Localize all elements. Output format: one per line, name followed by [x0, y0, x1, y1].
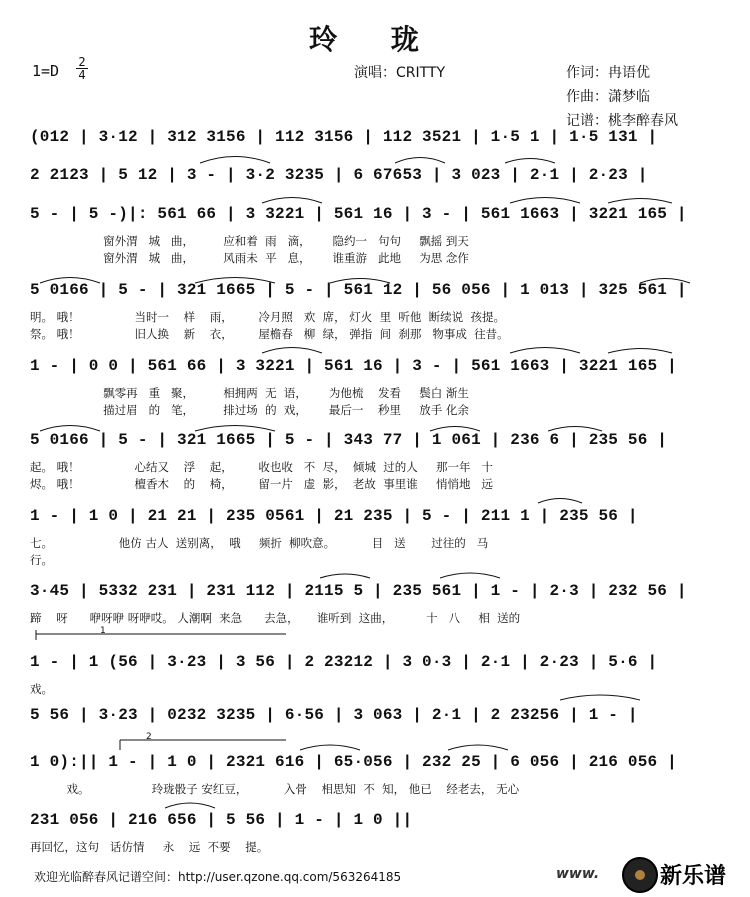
lyric-line: 再回忆，这句 话仿情 永 远 不要 提。: [30, 840, 269, 854]
lyric-line: 七。 他仿 古人 送别离， 哦 频折 柳吹意。 目 送 过往的 马: [30, 536, 489, 550]
lyric-line: 祭。 哦！ 旧人换 新 衣， 屋檐春 柳 绿， 弹指 间 刹那 物事成 往昔。: [30, 327, 509, 341]
notation-row: 1 - | 1 0 | 21 21 | 235 0561 | 21 235 | 5 - | 211 1 | 235 56 |: [30, 507, 638, 525]
lyric-line: 明。 哦！ 当时一 样 雨， 冷月照 欢 席， 灯火 里 听他 断续说 孩提。: [30, 310, 505, 324]
lyric-line: 窗外渭 城 曲， 应和着 雨 滴， 隐约一 句句 飘摇 到天: [30, 234, 469, 248]
lyric-line: 起。 哦！ 心结又 浮 起， 收也收 不 尽， 倾城 过的人 那一年 十: [30, 460, 493, 474]
lyric-line: 戏。 玲珑骰子 安红豆， 入骨 相思知 不 知， 他已 经老去， 无心: [30, 782, 520, 796]
logo-text: 新乐谱: [660, 864, 727, 889]
volta-2-label: 2: [146, 732, 152, 742]
key-signature: 1=D: [32, 62, 60, 80]
lyric-line: 飘零再 重 聚， 相拥两 无 语， 为他梳 发看 鬓白 渐生: [30, 386, 469, 400]
lyric-line: 蹄 呀 咿呀咿 呀咿哎。 人潮啊 来急 去急， 谁听到 这曲， 十 八 相 送的: [30, 611, 521, 625]
notation-row: 5 56 | 3·23 | 0232 3235 | 6·56 | 3 063 | 2·1 | 2 23256 | 1 - |: [30, 706, 638, 724]
notation-row: 3·45 | 5332 231 | 231 112 | 2115 5 | 235 561 | 1 - | 2·3 | 232 56 |: [30, 582, 687, 600]
notation-row: 1 - | 1 (56 | 3·23 | 3 56 | 2 23212 | 3 0·3 | 2·1 | 2·23 | 5·6 |: [30, 653, 658, 671]
lyric-line: 行。: [30, 553, 53, 567]
notation-row: 1 0):|| 1 - | 1 0 | 2321 616 | 65·056 | 232 25 | 6 056 | 216 056 |: [30, 753, 677, 771]
watermark-url: www.: [556, 866, 600, 882]
lyric-line: 窗外渭 城 曲， 风雨未 平 息， 谁重游 此地 为思 念作: [30, 251, 469, 265]
notation-row: (012 | 3·12 | 312 3156 | 112 3156 | 112 3521 | 1·5 1 | 1·5 131 |: [30, 128, 658, 146]
lyricist-credit: 作词：冉语优: [566, 65, 650, 81]
volta-1-label: 1: [100, 626, 106, 636]
song-title: 玲 珑: [309, 23, 441, 56]
notation-row: 5 0166 | 5 - | 321 1665 | 5 - | 561 12 | 56 056 | 1 013 | 325 561 |: [30, 281, 687, 299]
singer-credit: 演唱：CRITTY: [354, 65, 446, 81]
time-sig-top: 2: [78, 55, 86, 69]
composer-credit: 作曲：潇梦临: [566, 89, 650, 105]
notation-row: 5 0166 | 5 - | 321 1665 | 5 - | 343 77 | 1 061 | 236 6 | 235 56 |: [30, 431, 668, 449]
lyric-line: 描过眉 的 笔， 排过场 的 戏， 最后一 秒里 放手 化余: [30, 403, 469, 417]
transcriber-credit: 记谱：桃李醉春风: [566, 113, 678, 129]
notation-row: 5 - | 5 -)|: 561 66 | 3 3221 | 561 16 | 3 - | 561 1663 | 3221 165 |: [30, 205, 687, 223]
lyric-line: 烬。 哦！ 檀香木 的 椅， 留一片 虚 影， 老故 事里谁 悄悄地 远: [30, 477, 493, 491]
footer-link[interactable]: 欢迎光临醉春风记谱空间：http://user.qzone.qq.com/563264185: [34, 870, 402, 884]
time-sig-bottom: 4: [76, 68, 88, 81]
notation-row: 1 - | 0 0 | 561 66 | 3 3221 | 561 16 | 3 - | 561 1663 | 3221 165 |: [30, 357, 677, 375]
lyric-line: 戏。: [30, 682, 53, 696]
notation-row: 231 056 | 216 656 | 5 56 | 1 - | 1 0 ||: [30, 811, 413, 829]
notation-row: 2 2123 | 5 12 | 3 - | 3·2 3235 | 6 67653 | 3 023 | 2·1 | 2·23 |: [30, 166, 648, 184]
